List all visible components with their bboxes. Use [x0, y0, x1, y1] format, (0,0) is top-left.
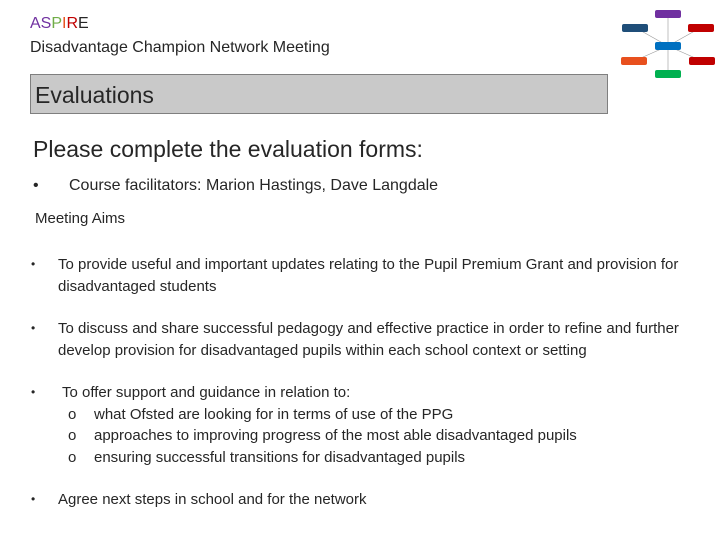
aim-text: To discuss and share successful pedagogy and effective practice in order to refine and further develop provision for disadvantaged pupils within each school context or setting [58, 320, 679, 359]
aim-item [31, 254, 691, 297]
bullet-icon: • [31, 492, 36, 506]
bullet-icon: • [31, 321, 36, 335]
sub-item [58, 404, 691, 426]
sub-item-text: what Ofsted are looking for in terms of use of the PPG [94, 405, 454, 423]
brand-letter: I [62, 15, 67, 32]
diagram-node [689, 57, 715, 65]
brand-letter: S [40, 15, 52, 32]
aim-text: To offer support and guidance in relation to: [62, 384, 351, 401]
diagram-node [655, 42, 681, 50]
aim-sublist [58, 404, 691, 469]
sub-bullet-icon: o [68, 427, 77, 444]
brand-letter: P [51, 15, 63, 32]
sub-item-text: ensuring successful transitions for disadvantaged pupils [94, 448, 466, 466]
brand-letter: R [66, 15, 79, 32]
aim-text: To provide useful and important updates relating to the Pupil Premium Grant and provision for disadvantaged students [58, 256, 679, 295]
diagram-node [688, 24, 714, 32]
aim-text: Agree next steps in school and for the network [58, 491, 367, 508]
brand-logo [30, 14, 89, 34]
sub-item [58, 447, 691, 469]
banner-title: Evaluations [35, 82, 154, 108]
bullet-icon: • [33, 177, 39, 194]
diagram-node [655, 70, 681, 78]
sub-item-text: approaches to improving progress of the most able disadvantaged pupils [94, 427, 577, 444]
bullet-icon: • [31, 257, 36, 271]
meeting-subtitle: Disadvantage Champion Network Meeting [30, 39, 330, 56]
brand-letter: E [78, 15, 89, 32]
facilitators-text: Course facilitators: Marion Hastings, Dave Langdale [69, 177, 439, 194]
diagram-node [621, 57, 647, 65]
aim-item [31, 382, 691, 468]
mind-map-diagram [618, 6, 718, 92]
bullet-icon: • [31, 385, 36, 399]
section-banner [30, 74, 608, 114]
aims-title: Meeting Aims [35, 210, 126, 227]
diagram-node [655, 10, 681, 18]
brand-letter: A [30, 15, 41, 32]
diagram-node [622, 24, 648, 32]
aim-item [31, 318, 691, 361]
sub-item [58, 425, 691, 447]
evaluation-heading: Please complete the evaluation forms: [33, 136, 423, 162]
sub-bullet-icon: o [68, 405, 77, 423]
sub-bullet-icon: o [68, 448, 77, 466]
aim-item [31, 489, 691, 511]
aims-list [31, 254, 691, 532]
